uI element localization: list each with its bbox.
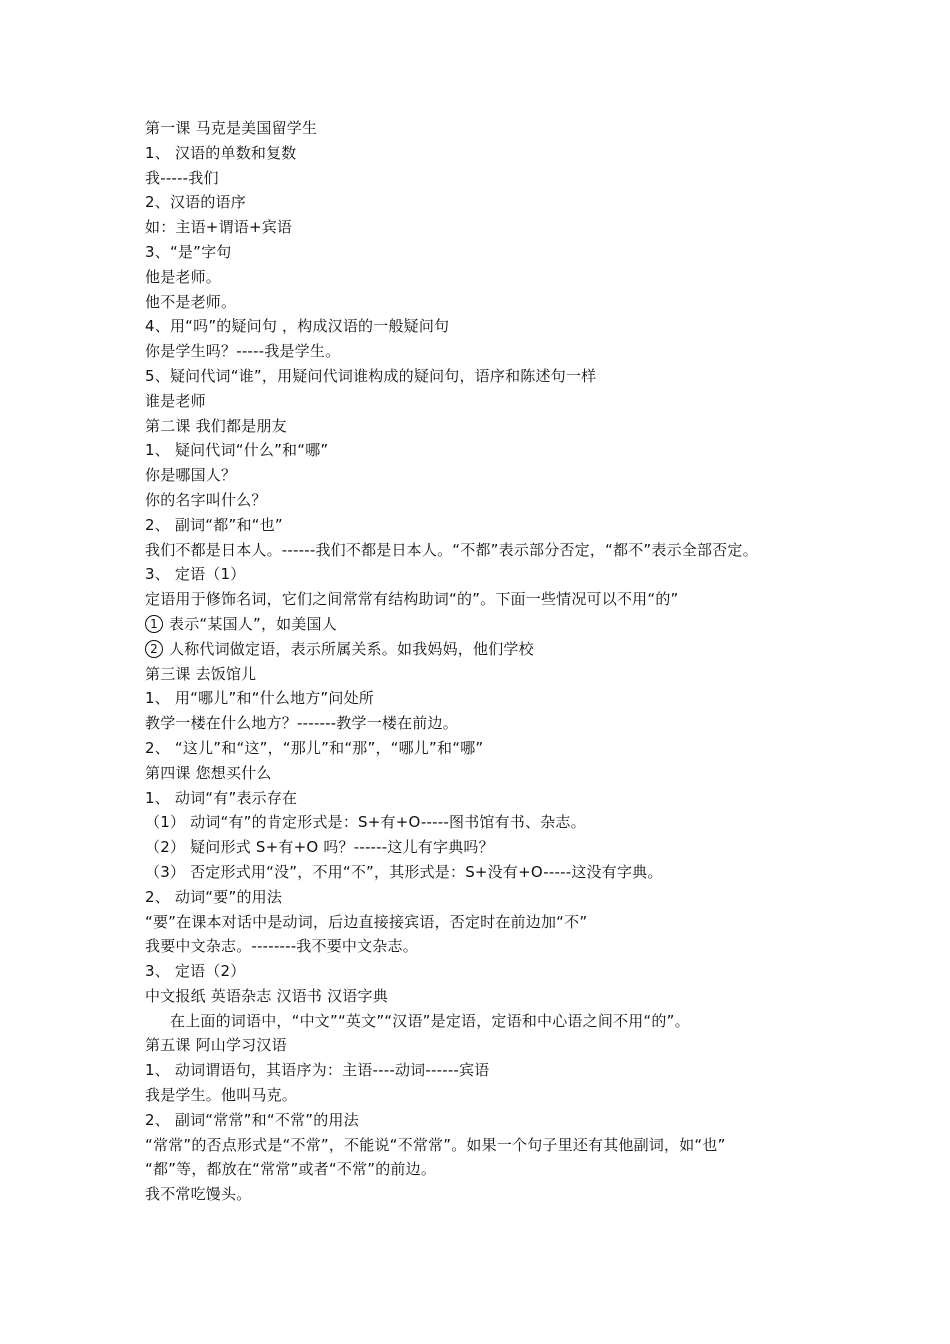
text-line: 2、汉语的语序 (145, 193, 246, 212)
text-line: 2、 副词“都”和“也” (145, 515, 283, 534)
text-line: （2） 疑问形式 S+有+O 吗？------这儿有字典吗？ (145, 838, 494, 857)
lesson-1-title: 第一课 马克是美国留学生 (145, 119, 318, 137)
text-line: 谁是老师 (145, 391, 206, 410)
text-line: 1、 汉语的单数和复数 (145, 143, 297, 162)
text-line: 1、 用“哪儿”和“什么地方”问处所 (145, 689, 374, 708)
text-line: 如：主语+谓语+宾语 (145, 218, 293, 237)
text-line: 你是哪国人？ (145, 466, 237, 485)
text-line: 他是老师。 (145, 267, 222, 286)
text-line: 3、 定语（1） (145, 565, 246, 584)
text-line: 3、“是”字句 (145, 242, 232, 261)
numbered-item-text: 表示“某国人”，如美国人 (169, 614, 337, 633)
text-line: 你是学生吗？-----我是学生。 (145, 342, 341, 361)
text-line: 我是学生。他叫马克。 (145, 1086, 298, 1105)
text-line: 我-----我们 (145, 168, 219, 187)
text-line: （3） 否定形式用“没”，不用“不”，其形式是：S+没有+O-----这没有字典。 (145, 862, 663, 881)
text-line: “都”等，都放在“常常”或者“不常”的前边。 (145, 1160, 437, 1179)
lesson-3-title: 第三课 去饭馆儿 (145, 664, 257, 683)
text-line: 4、用“吗”的疑问句 ，构成汉语的一般疑问句 (145, 317, 450, 336)
numbered-item-text: 人称代词做定语，表示所属关系。如我妈妈，他们学校 (169, 639, 534, 658)
text-line: 在上面的词语中，“中文”“英文”“汉语”是定语，定语和中心语之间不用“的”。 (170, 1011, 690, 1030)
text-line: 中文报纸 英语杂志 汉语书 汉语字典 (145, 986, 388, 1005)
text-line: （1） 动词“有”的肯定形式是：S+有+O-----图书馆有书、杂志。 (145, 813, 586, 832)
text-line: 2、 动词“要”的用法 (145, 887, 283, 906)
text-line: 我们不都是日本人。------我们不都是日本人。“不都”表示部分否定，“都不”表示全部否定。 (145, 540, 758, 559)
lesson-4-title: 第四课 您想买什么 (145, 763, 272, 782)
text-line: 2、 副词“常常”和“不常”的用法 (145, 1110, 359, 1129)
text-line: “常常”的否点形式是“不常”，不能说“不常常”。如果一个句子里还有其他副词，如“也” (145, 1135, 726, 1154)
text-line: 他不是老师。 (145, 292, 237, 311)
text-line: 1、 动词“有”表示存在 (145, 788, 298, 807)
text-line: 定语用于修饰名词，它们之间常常有结构助词“的”。下面一些情况可以不用“的” (145, 590, 679, 609)
numbered-item (145, 612, 825, 637)
text-line: 我要中文杂志。--------我不要中文杂志。 (145, 937, 418, 956)
lesson-5-title: 第五课 阿山学习汉语 (145, 1036, 287, 1055)
text-line: 我不常吃馒头。 (145, 1185, 252, 1204)
text-line: 教学一楼在什么地方？-------教学一楼在前边。 (145, 714, 458, 733)
text-line: 5、疑问代词“谁”，用疑问代词谁构成的疑问句，语序和陈述句一样 (145, 366, 597, 385)
circled-number: 1 (145, 615, 163, 633)
text-line: 2、 “这儿”和“这”，“那儿”和“那”，“哪儿”和“哪” (145, 738, 484, 757)
text-line: 1、 动词谓语句，其语序为：主语----动词------宾语 (145, 1061, 490, 1080)
circled-number: 2 (145, 640, 163, 658)
text-line: 你的名字叫什么？ (145, 490, 267, 509)
text-line: 1、 疑问代词“什么”和“哪” (145, 441, 329, 460)
numbered-item (145, 637, 825, 662)
lesson-2-title: 第二课 我们都是朋友 (145, 416, 287, 435)
document-body (145, 116, 825, 1207)
text-line: “要”在课本对话中是动词，后边直接接宾语，否定时在前边加“不” (145, 912, 588, 931)
text-line: 3、 定语（2） (145, 962, 246, 981)
